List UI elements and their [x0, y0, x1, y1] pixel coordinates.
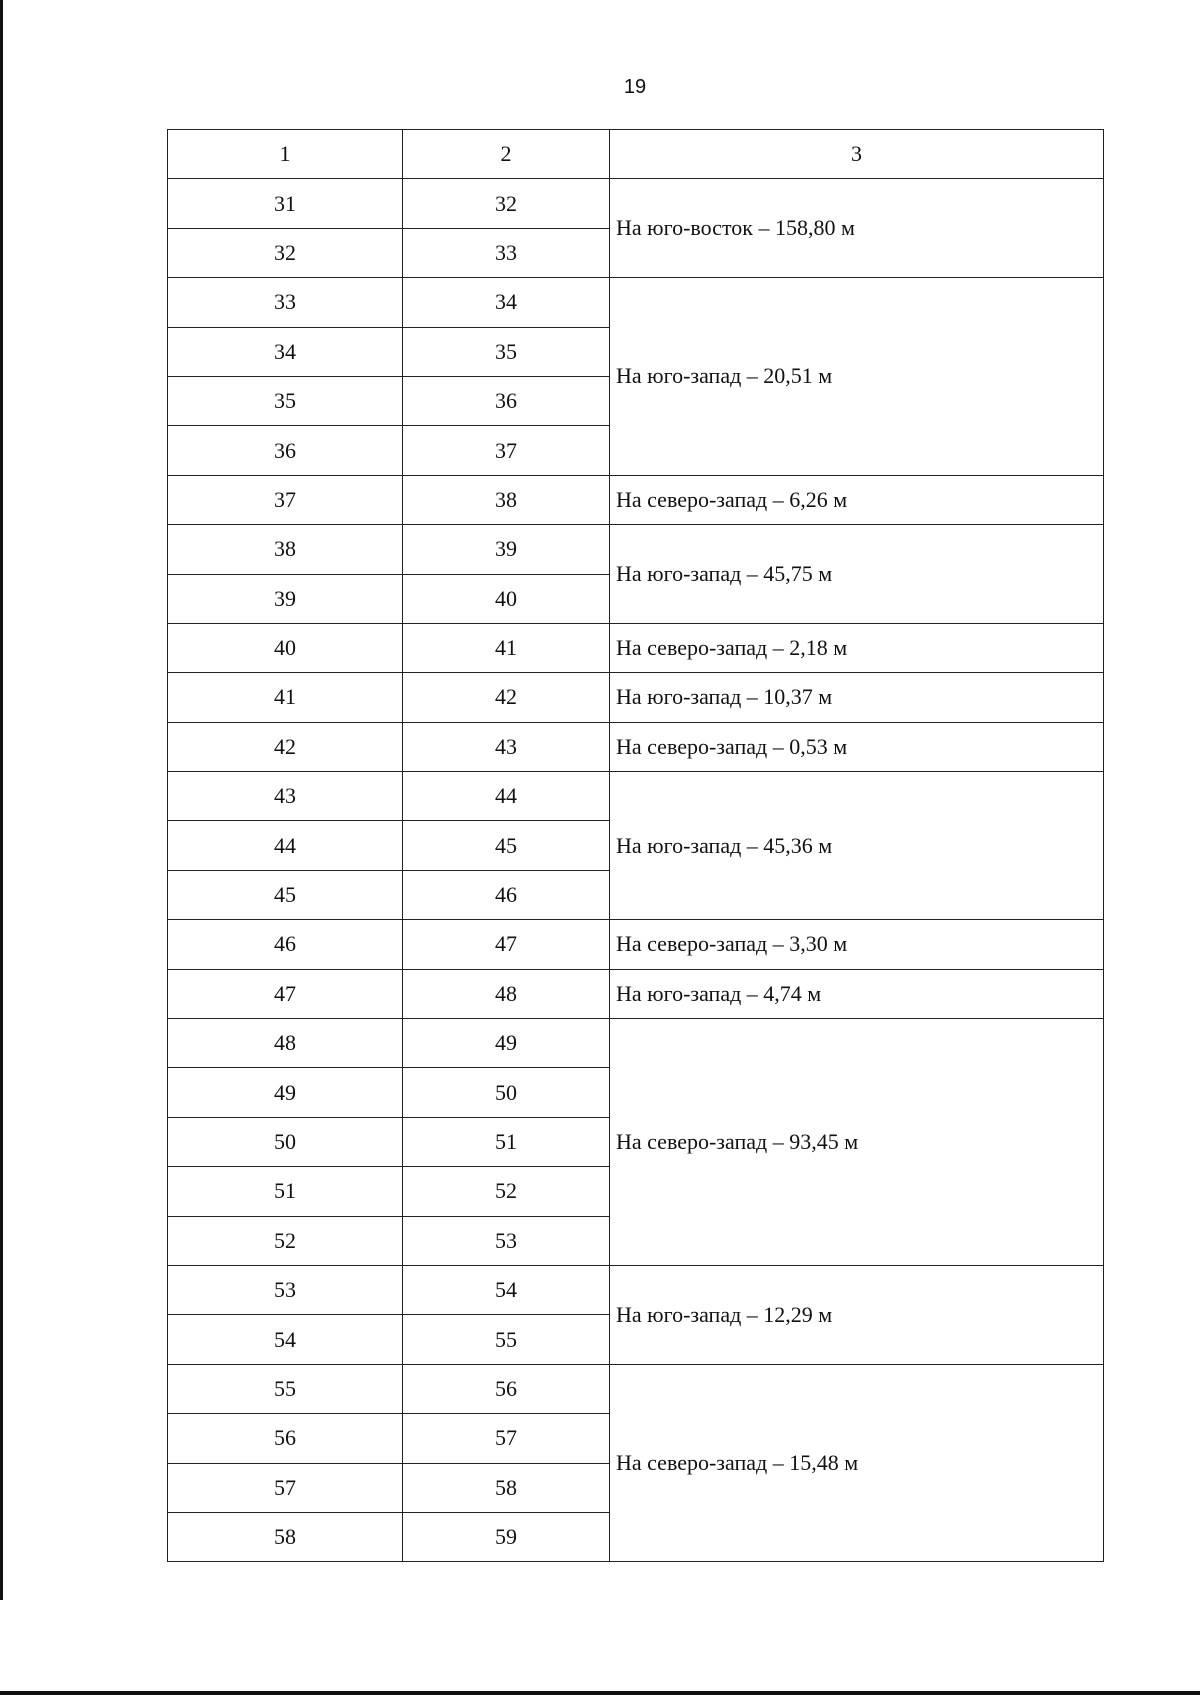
- direction-distance-cell: На северо-запад – 0,53 м: [610, 722, 1104, 771]
- point-to-cell: 35: [403, 327, 610, 376]
- direction-distance-cell: На юго-запад – 4,74 м: [610, 969, 1104, 1018]
- point-to-cell: 54: [403, 1265, 610, 1314]
- table-header-row: [168, 130, 1104, 179]
- direction-distance-cell: На северо-запад – 93,45 м: [610, 1019, 1104, 1266]
- direction-distance-cell: На юго-запад – 45,75 м: [610, 525, 1104, 624]
- table-row: [168, 673, 1104, 722]
- point-from-cell: 48: [168, 1019, 403, 1068]
- point-to-cell: 59: [403, 1512, 610, 1561]
- point-from-cell: 42: [168, 722, 403, 771]
- point-from-cell: 52: [168, 1216, 403, 1265]
- table-row: [168, 179, 1104, 228]
- point-from-cell: 54: [168, 1315, 403, 1364]
- point-to-cell: 32: [403, 179, 610, 228]
- point-to-cell: 45: [403, 821, 610, 870]
- point-to-cell: 56: [403, 1364, 610, 1413]
- table-row: [168, 1364, 1104, 1413]
- boundary-table: [167, 129, 1104, 1562]
- point-from-cell: 57: [168, 1463, 403, 1512]
- table-row: [168, 969, 1104, 1018]
- point-from-cell: 34: [168, 327, 403, 376]
- point-to-cell: 38: [403, 475, 610, 524]
- page-number: 19: [623, 76, 647, 98]
- point-from-cell: 32: [168, 228, 403, 277]
- point-from-cell: 41: [168, 673, 403, 722]
- point-to-cell: 49: [403, 1019, 610, 1068]
- point-from-cell: 56: [168, 1414, 403, 1463]
- table-row: [168, 525, 1104, 574]
- table-row: [168, 722, 1104, 771]
- point-to-cell: 39: [403, 525, 610, 574]
- point-to-cell: 33: [403, 228, 610, 277]
- point-from-cell: 46: [168, 920, 403, 969]
- direction-distance-cell: На юго-запад – 12,29 м: [610, 1265, 1104, 1364]
- table-row: [168, 920, 1104, 969]
- point-to-cell: 34: [403, 278, 610, 327]
- point-from-cell: 44: [168, 821, 403, 870]
- point-to-cell: 51: [403, 1117, 610, 1166]
- direction-distance-cell: На северо-запад – 15,48 м: [610, 1364, 1104, 1562]
- point-from-cell: 37: [168, 475, 403, 524]
- point-to-cell: 36: [403, 376, 610, 425]
- direction-distance-cell: На юго-восток – 158,80 м: [610, 179, 1104, 278]
- point-to-cell: 57: [403, 1414, 610, 1463]
- header-cell-col2: 2: [403, 130, 610, 179]
- point-from-cell: 40: [168, 623, 403, 672]
- direction-distance-cell: На юго-запад – 10,37 м: [610, 673, 1104, 722]
- point-to-cell: 37: [403, 426, 610, 475]
- point-to-cell: 41: [403, 623, 610, 672]
- table-body: [168, 130, 1104, 1562]
- point-to-cell: 43: [403, 722, 610, 771]
- point-from-cell: 38: [168, 525, 403, 574]
- table-row: [168, 278, 1104, 327]
- scan-edge-bottom: [0, 1691, 1200, 1695]
- scan-edge-left: [0, 0, 3, 1600]
- point-to-cell: 44: [403, 772, 610, 821]
- point-to-cell: 58: [403, 1463, 610, 1512]
- point-from-cell: 36: [168, 426, 403, 475]
- point-from-cell: 55: [168, 1364, 403, 1413]
- header-cell-col3: 3: [610, 130, 1104, 179]
- point-to-cell: 55: [403, 1315, 610, 1364]
- table-row: [168, 772, 1104, 821]
- point-from-cell: 47: [168, 969, 403, 1018]
- point-from-cell: 39: [168, 574, 403, 623]
- point-to-cell: 53: [403, 1216, 610, 1265]
- point-to-cell: 46: [403, 870, 610, 919]
- direction-distance-cell: На северо-запад – 6,26 м: [610, 475, 1104, 524]
- table-row: [168, 623, 1104, 672]
- point-from-cell: 33: [168, 278, 403, 327]
- point-to-cell: 52: [403, 1167, 610, 1216]
- direction-distance-cell: На северо-запад – 2,18 м: [610, 623, 1104, 672]
- point-to-cell: 50: [403, 1068, 610, 1117]
- table-row: [168, 1265, 1104, 1314]
- point-from-cell: 50: [168, 1117, 403, 1166]
- point-from-cell: 58: [168, 1512, 403, 1561]
- point-from-cell: 35: [168, 376, 403, 425]
- direction-distance-cell: На юго-запад – 45,36 м: [610, 772, 1104, 920]
- point-from-cell: 31: [168, 179, 403, 228]
- point-to-cell: 48: [403, 969, 610, 1018]
- point-to-cell: 42: [403, 673, 610, 722]
- direction-distance-cell: На юго-запад – 20,51 м: [610, 278, 1104, 476]
- point-from-cell: 51: [168, 1167, 403, 1216]
- point-to-cell: 40: [403, 574, 610, 623]
- point-from-cell: 43: [168, 772, 403, 821]
- point-from-cell: 53: [168, 1265, 403, 1314]
- table-row: [168, 475, 1104, 524]
- table-row: [168, 1019, 1104, 1068]
- header-cell-col1: 1: [168, 130, 403, 179]
- point-to-cell: 47: [403, 920, 610, 969]
- point-from-cell: 45: [168, 870, 403, 919]
- point-from-cell: 49: [168, 1068, 403, 1117]
- direction-distance-cell: На северо-запад – 3,30 м: [610, 920, 1104, 969]
